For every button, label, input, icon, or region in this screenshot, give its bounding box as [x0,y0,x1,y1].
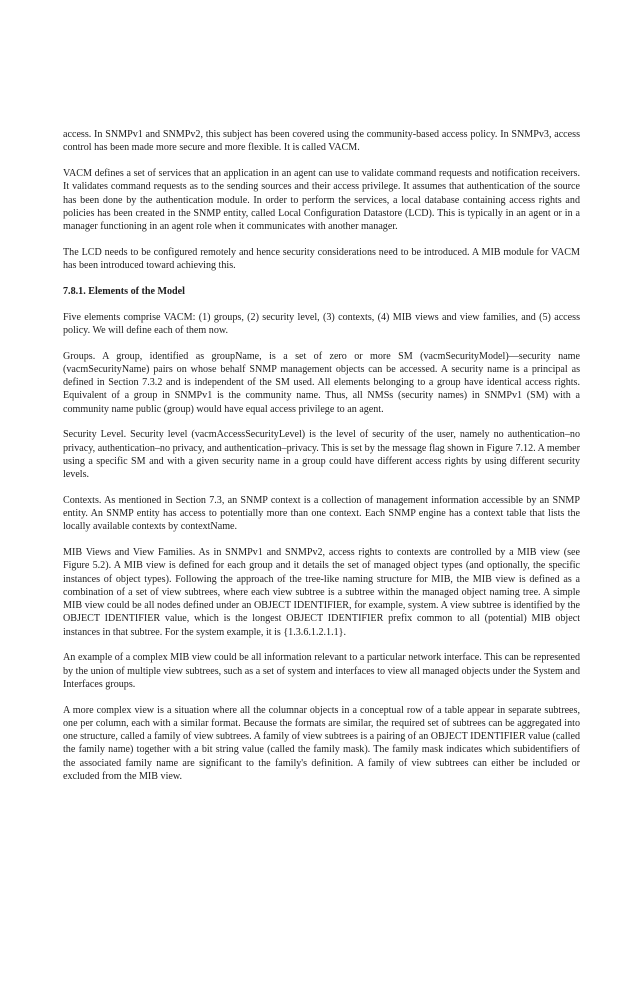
paragraph-view-families: A more complex view is a situation where all the columnar objects in a conceptual row of a table appear in separate subtrees, one per column, each with a similar format. Because the formats are similar, the required set of subtrees can be aggregated into one structure, called a family of view subtrees. A family of view subtrees is a pairing of an OBJECT IDENTIFIER value (called the family name) together with a bit string value (called the family mask). The family mask indicates which subidentifiers of the associated family name are significant to the family's definition. A family of view subtrees can either be included or excluded from the MIB view. [63,704,580,782]
paragraph-complex-view: An example of a complex MIB view could be all information relevant to a particular network interface. This can be represented by the union of multiple view subtrees, such as a set of system and interfaces to view all managed objects under the System and Interfaces groups. [63,652,580,690]
paragraph-five-elements: Five elements comprise VACM: (1) groups, (2) security level, (3) contexts, (4) MIB views and view families, and (5) access policy. We will define each of them now. [63,311,580,336]
section-heading: 7.8.1. Elements of the Model [63,285,185,297]
paragraph-security-level: Security Level. Security level (vacmAccessSecurityLevel) is the level of security of the user, namely no authentication–no privacy, authentication–no privacy, and authentication–privacy. This is set by the message flag shown in Figure 7.12. A member using a specific SM and with a given security name in a group could have different access rights by using different security levels. [63,429,580,480]
paragraph-mib-views: MIB Views and View Families. As in SNMPv1 and SNMPv2, access rights to contexts are controlled by a MIB view (see Figure 5.2). A MIB view is defined for each group and it details the set of managed object types (and optionally, the specific instances of object types). Following the approach of the tree-like naming structure for MIB, the MIB view is defined as a combination of a set of view subtrees, where each view subtree is a subtree within the managed object naming tree. A simple MIB view could be all nodes defined under an OBJECT IDENTIFIER, for example, system. A view subtree is identified by the OBJECT IDENTIFIER value, which is the longest OBJECT IDENTIFIER prefix common to all (potential) MIB object instances in that subtree. For the system example, it is {1.3.6.1.2.1.1}. [63,547,580,638]
body-text [63,128,580,796]
paragraph-vacm-definition: VACM defines a set of services that an application in an agent can use to validate command requests and notification receivers. It validates command requests as to the sending sources and their access privilege. It assumes that authentication of the source has been done by the authentication module. In order to perform the services, a local database containing access rights and policies has been created in the SNMP entity, called Local Configuration Datastore (LCD). This is typically in an agent or in a manager functioning in an agent role when it communicates with another manager. [63,168,580,232]
paragraph-groups: Groups. A group, identified as groupName, is a set of zero or more SM (vacmSecurityModel)—security name (vacmSecurityName) pairs on whose behalf SNMP management objects can be accessed. A security name is a principal as defined in Section 7.3.2 and is independent of the SM used. All elements belonging to a group have identical access rights. Equivalent of a group in SNMPv1 is the community name. Thus, all NMSs (security names) in SNMPv1 (SM) with a community name public (group) would have equal access privilege to an agent. [63,350,580,415]
paragraph-lcd-configuration: The LCD needs to be configured remotely and hence security considerations need to be introduced. A MIB module for VACM has been introduced toward achieving this. [63,246,580,271]
paragraph-contexts: Contexts. As mentioned in Section 7.3, an SNMP context is a collection of management information accessible by an SNMP entity. An SNMP entity has access to potentially more than one context. Each SNMP engine has a context table that lists the locally available contexts by contextName. [63,494,580,533]
paragraph-access-intro: access. In SNMPv1 and SNMPv2, this subject has been covered using the community-based access policy. In SNMPv3, access control has been made more secure and more flexible. It is called VACM. [63,129,580,154]
